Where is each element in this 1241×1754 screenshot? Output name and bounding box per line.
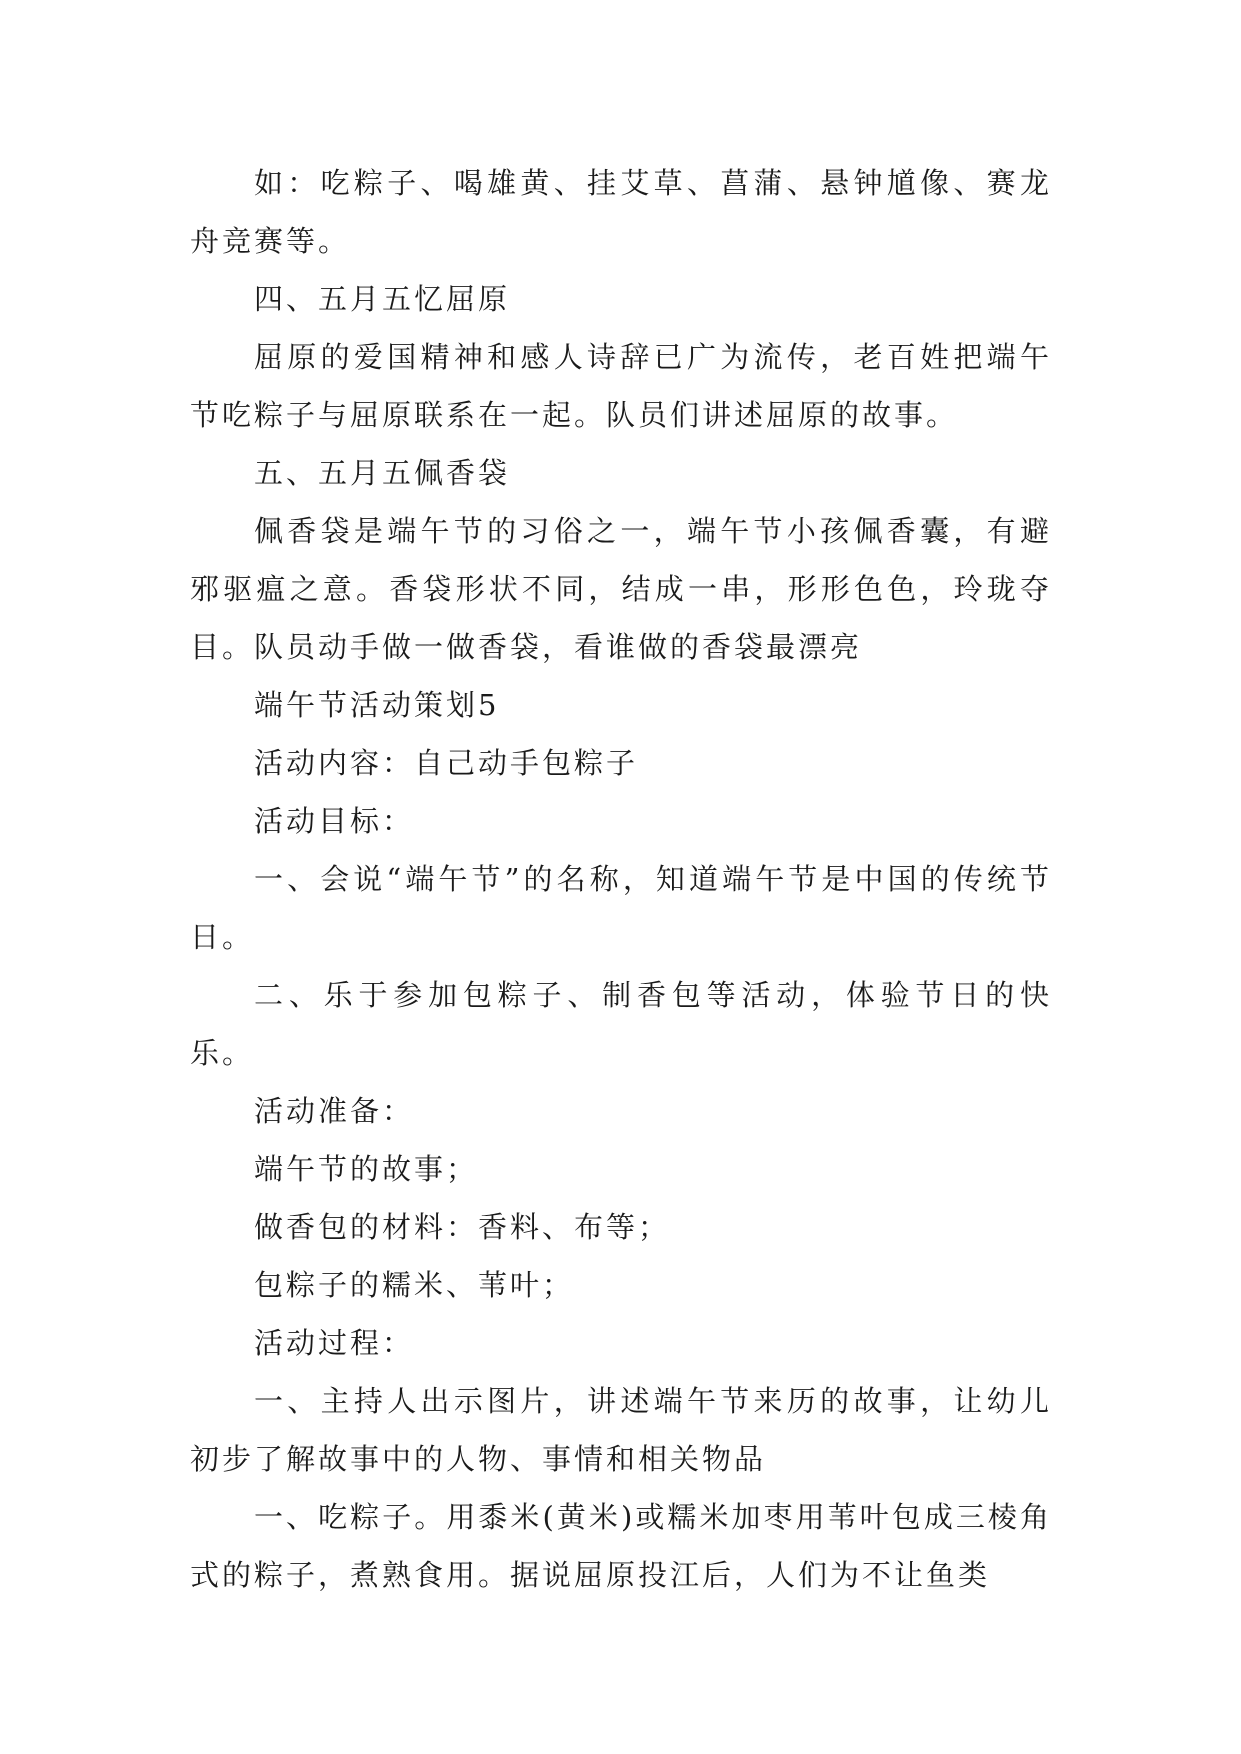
activity-process-heading: 活动过程：: [254, 1326, 415, 1360]
activity-prep-heading: 活动准备：: [254, 1094, 415, 1128]
document-body: [190, 154, 1052, 1604]
plan-title-5: 端午节活动策划5: [254, 688, 500, 722]
activity-content: 活动内容：自己动手包粽子: [254, 746, 639, 780]
process-step-1: 一、主持人出示图片，讲述端午节来历的故事，让幼儿初步了解故事中的人物、事情和相关物品: [190, 1384, 1052, 1476]
paragraph-qu-yuan: 屈原的爱国精神和感人诗辞已广为流传，老百姓把端午节吃粽子与屈原联系在一起。队员们讲述屈原的故事。: [190, 340, 1052, 432]
prep-item-zongzi-materials: 包粽子的糯米、苇叶；: [254, 1268, 575, 1302]
activity-goals-heading: 活动目标：: [254, 804, 415, 838]
goal-item-1: 一、会说“端午节”的名称，知道端午节是中国的传统节日。: [190, 862, 1052, 954]
section-heading-4: 四、五月五忆屈原: [254, 282, 511, 316]
section-heading-5: 五、五月五佩香袋: [254, 456, 511, 490]
process-zongzi-paragraph: 一、吃粽子。用黍米(黄米)或糯米加枣用苇叶包成三棱角式的粽子，煮熟食用。据说屈原投江后，人们为不让鱼类: [190, 1500, 1052, 1592]
goal-item-2: 二、乐于参加包粽子、制香包等活动，体验节日的快乐。: [190, 978, 1052, 1070]
prep-item-sachet-materials: 做香包的材料：香料、布等；: [254, 1210, 671, 1244]
paragraph-sachet: 佩香袋是端午节的习俗之一，端午节小孩佩香囊，有避邪驱瘟之意。香袋形状不同，结成一串，形形色色，玲珑夺目。队员动手做一做香袋，看谁做的香袋最漂亮: [190, 514, 1052, 664]
prep-item-story: 端午节的故事；: [254, 1152, 479, 1186]
paragraph-customs-list: 如：吃粽子、喝雄黄、挂艾草、菖蒲、悬钟馗像、赛龙舟竞赛等。: [190, 166, 1052, 258]
